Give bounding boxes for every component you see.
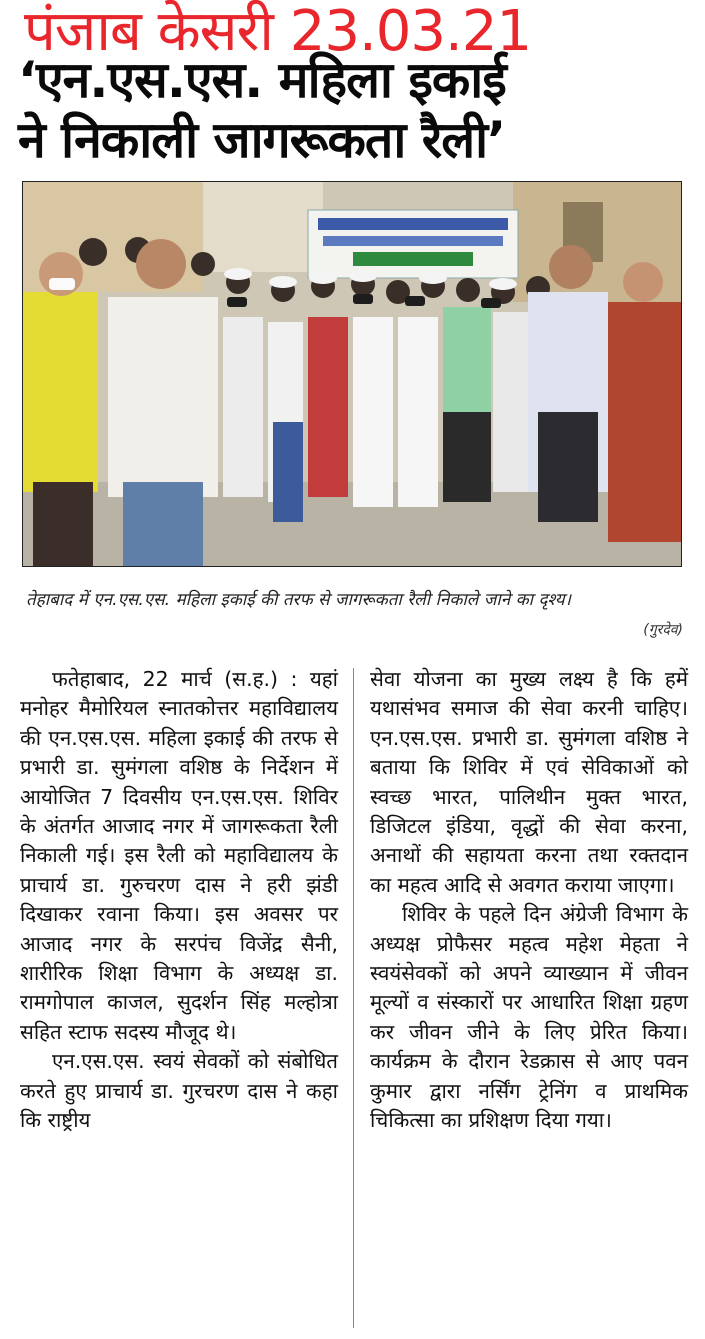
- photo-caption: तेहाबाद में एन.एस.एस. महिला इकाई की तरफ से जागरूकता रैली निकाले जाने का दृश्य।: [26, 590, 572, 610]
- headline-line-1: ‘एन.एस.एस. महिला इकाई: [18, 51, 506, 109]
- article-paragraph: सेवा योजना का मुख्य लक्ष्य है कि हमें यथासंभव समाज की सेवा करनी चाहिए। एन.एस.एस. प्रभारी डा. सुमंगला वशिष्ठ ने बताया कि शिविर में एवं सेविकाओं को स्वच्छ भारत, पालिथीन मुक्त भारत, डिजिटल इंडिया, वृद्धों की सेवा करना, अनाथों की सहायता करना तथा रक्तदान का महत्व आदि से अवगत कराया जाएगा।: [370, 667, 688, 897]
- headline: [18, 50, 698, 170]
- article-column-1: [20, 665, 338, 1136]
- photo-credit: (गुरदेव): [643, 622, 683, 638]
- article-paragraph: एन.एस.एस. स्वयं सेवकों को संबोधित करते हुए प्राचार्य डा. गुरचरण दास ने कहा कि राष्ट्रीय: [20, 1049, 338, 1133]
- article-column-2: [370, 665, 688, 1136]
- photo-illustration: [23, 182, 681, 566]
- article-paragraph: शिविर के पहले दिन अंग्रेजी विभाग के अध्यक्ष प्रोफैसर महत्व महेश मेहता ने स्वयंसेवकों को अपने व्याख्यान में जीवन मूल्यों व संस्कारों पर आधारित शिक्षा ग्रहण कर जीवन जीने के लिए प्रेरित किया। कार्यक्रम के दौरान रेडक्रास से आए पवन कुमार द्वारा नर्सिंग ट्रेनिंग व प्राथमिक चिकित्सा का प्रशिक्षण दिया गया।: [370, 902, 688, 1133]
- news-photo: [22, 181, 682, 567]
- headline-line-2: ने निकाली जागरूकता रैली’: [18, 111, 506, 169]
- article-paragraph: फतेहाबाद, 22 मार्च (स.ह.) : यहां मनोहर मैमोरियल स्नातकोत्तर महाविद्यालय की एन.एस.एस. महिला इकाई की तरफ से प्रभारी डा. सुमंगला वशिष्ठ के निर्देशन में आयोजित 7 दिवसीय एन.एस.एस. शिविर के अंतर्गत आजाद नगर में जागरूकता रैली निकाली गई। इस रैली को महाविद्यालय के प्राचार्य डा. गुरुचरण दास ने हरी झंडी दिखाकर रवाना किया। इस अवसर पर आजाद नगर के सरपंच विजेंद्र सैनी, शारीरिक शिक्षा विभाग के अध्यक्ष डा. रामगोपाल काजल, सुदर्शन सिंह मल्होत्रा सहित स्टाफ सदस्य मौजूद थे।: [20, 667, 338, 1044]
- masthead-date: पंजाब केसरी 23.03.21: [24, 0, 532, 64]
- column-divider: [353, 668, 354, 1328]
